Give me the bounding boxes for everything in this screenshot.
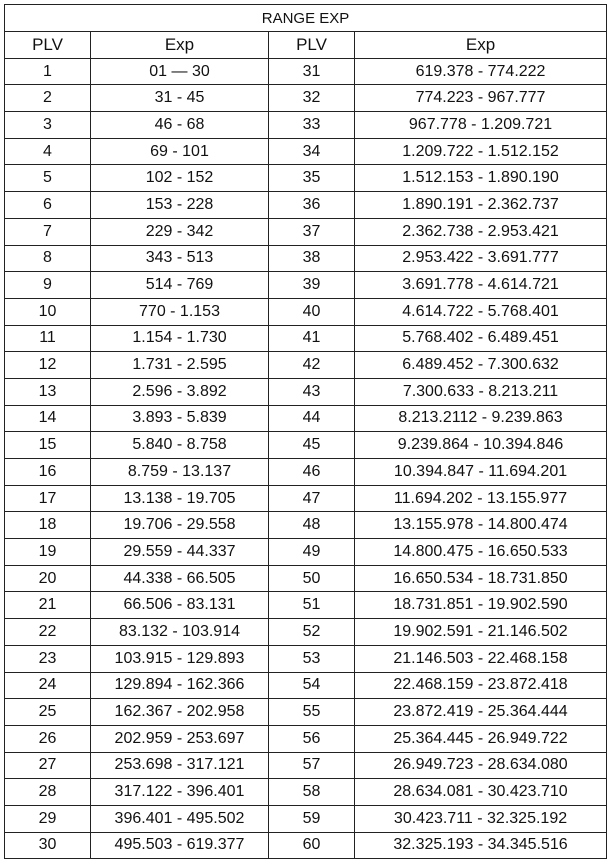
exp-left-cell: 229 - 342 (91, 218, 269, 245)
plv-right-cell: 43 (269, 378, 355, 405)
exp-right-cell: 10.394.847 - 11.694.201 (355, 459, 607, 486)
plv-left-cell: 23 (5, 645, 91, 672)
table-row (5, 565, 607, 592)
plv-right-cell: 48 (269, 512, 355, 539)
exp-right-cell: 8.213.2112 - 9.239.863 (355, 405, 607, 432)
plv-left-cell: 27 (5, 752, 91, 779)
plv-left-cell: 12 (5, 352, 91, 379)
table-row (5, 485, 607, 512)
plv-right-cell: 57 (269, 752, 355, 779)
plv-right-cell: 47 (269, 485, 355, 512)
header-plv-left: PLV (5, 32, 91, 59)
plv-left-cell: 19 (5, 539, 91, 566)
exp-right-cell: 2.362.738 - 2.953.421 (355, 218, 607, 245)
exp-left-cell: 317.122 - 396.401 (91, 779, 269, 806)
table-row (5, 645, 607, 672)
plv-right-cell: 32 (269, 85, 355, 112)
plv-right-cell: 53 (269, 645, 355, 672)
plv-left-cell: 3 (5, 112, 91, 139)
table-row (5, 58, 607, 85)
exp-right-cell: 5.768.402 - 6.489.451 (355, 325, 607, 352)
exp-left-cell: 69 - 101 (91, 138, 269, 165)
plv-left-cell: 2 (5, 85, 91, 112)
plv-right-cell: 54 (269, 672, 355, 699)
table-row (5, 192, 607, 219)
plv-left-cell: 16 (5, 459, 91, 486)
plv-right-cell: 36 (269, 192, 355, 219)
plv-right-cell: 40 (269, 298, 355, 325)
table-row (5, 725, 607, 752)
exp-left-cell: 129.894 - 162.366 (91, 672, 269, 699)
exp-left-cell: 8.759 - 13.137 (91, 459, 269, 486)
table-row (5, 138, 607, 165)
exp-left-cell: 13.138 - 19.705 (91, 485, 269, 512)
table-row (5, 459, 607, 486)
table-row (5, 619, 607, 646)
plv-left-cell: 25 (5, 699, 91, 726)
exp-right-cell: 1.512.153 - 1.890.190 (355, 165, 607, 192)
exp-left-cell: 29.559 - 44.337 (91, 539, 269, 566)
plv-left-cell: 9 (5, 272, 91, 299)
exp-left-cell: 495.503 - 619.377 (91, 832, 269, 859)
table-row (5, 592, 607, 619)
title-row (5, 5, 607, 32)
table-row (5, 832, 607, 859)
exp-right-cell: 1.209.722 - 1.512.152 (355, 138, 607, 165)
exp-left-cell: 66.506 - 83.131 (91, 592, 269, 619)
plv-left-cell: 17 (5, 485, 91, 512)
exp-right-cell: 25.364.445 - 26.949.722 (355, 725, 607, 752)
exp-right-cell: 1.890.191 - 2.362.737 (355, 192, 607, 219)
plv-right-cell: 52 (269, 619, 355, 646)
exp-right-cell: 4.614.722 - 5.768.401 (355, 298, 607, 325)
exp-right-cell: 3.691.778 - 4.614.721 (355, 272, 607, 299)
plv-left-cell: 11 (5, 325, 91, 352)
exp-left-cell: 46 - 68 (91, 112, 269, 139)
plv-left-cell: 28 (5, 779, 91, 806)
exp-left-cell: 770 - 1.153 (91, 298, 269, 325)
plv-left-cell: 6 (5, 192, 91, 219)
exp-left-cell: 153 - 228 (91, 192, 269, 219)
exp-left-cell: 31 - 45 (91, 85, 269, 112)
exp-right-cell: 16.650.534 - 18.731.850 (355, 565, 607, 592)
plv-right-cell: 39 (269, 272, 355, 299)
plv-right-cell: 33 (269, 112, 355, 139)
exp-left-cell: 343 - 513 (91, 245, 269, 272)
exp-left-cell: 5.840 - 8.758 (91, 432, 269, 459)
table-body (5, 58, 607, 859)
plv-right-cell: 46 (269, 459, 355, 486)
plv-left-cell: 1 (5, 58, 91, 85)
plv-right-cell: 45 (269, 432, 355, 459)
exp-right-cell: 13.155.978 - 14.800.474 (355, 512, 607, 539)
range-exp-table (4, 4, 607, 859)
header-plv-right: PLV (269, 32, 355, 59)
plv-left-cell: 7 (5, 218, 91, 245)
table-row (5, 245, 607, 272)
plv-right-cell: 60 (269, 832, 355, 859)
table-title: RANGE EXP (5, 5, 607, 32)
table-row (5, 432, 607, 459)
plv-right-cell: 59 (269, 805, 355, 832)
exp-left-cell: 202.959 - 253.697 (91, 725, 269, 752)
exp-left-cell: 1.154 - 1.730 (91, 325, 269, 352)
plv-left-cell: 15 (5, 432, 91, 459)
exp-right-cell: 30.423.711 - 32.325.192 (355, 805, 607, 832)
exp-right-cell: 2.953.422 - 3.691.777 (355, 245, 607, 272)
plv-left-cell: 8 (5, 245, 91, 272)
plv-left-cell: 29 (5, 805, 91, 832)
exp-right-cell: 19.902.591 - 21.146.502 (355, 619, 607, 646)
exp-right-cell: 11.694.202 - 13.155.977 (355, 485, 607, 512)
exp-left-cell: 1.731 - 2.595 (91, 352, 269, 379)
plv-left-cell: 14 (5, 405, 91, 432)
table-row (5, 165, 607, 192)
exp-right-cell: 26.949.723 - 28.634.080 (355, 752, 607, 779)
table-row (5, 779, 607, 806)
exp-right-cell: 32.325.193 - 34.345.516 (355, 832, 607, 859)
exp-right-cell: 23.872.419 - 25.364.444 (355, 699, 607, 726)
plv-right-cell: 51 (269, 592, 355, 619)
plv-right-cell: 50 (269, 565, 355, 592)
plv-right-cell: 34 (269, 138, 355, 165)
exp-right-cell: 774.223 - 967.777 (355, 85, 607, 112)
plv-left-cell: 13 (5, 378, 91, 405)
table-row (5, 699, 607, 726)
exp-left-cell: 396.401 - 495.502 (91, 805, 269, 832)
exp-left-cell: 102 - 152 (91, 165, 269, 192)
plv-left-cell: 10 (5, 298, 91, 325)
table-row (5, 805, 607, 832)
table-row (5, 298, 607, 325)
plv-left-cell: 30 (5, 832, 91, 859)
plv-right-cell: 41 (269, 325, 355, 352)
table-row (5, 85, 607, 112)
exp-left-cell: 103.915 - 129.893 (91, 645, 269, 672)
exp-right-cell: 18.731.851 - 19.902.590 (355, 592, 607, 619)
header-exp-left: Exp (91, 32, 269, 59)
exp-right-cell: 619.378 - 774.222 (355, 58, 607, 85)
plv-left-cell: 21 (5, 592, 91, 619)
table-row (5, 752, 607, 779)
table-row (5, 112, 607, 139)
plv-right-cell: 56 (269, 725, 355, 752)
plv-right-cell: 38 (269, 245, 355, 272)
plv-left-cell: 18 (5, 512, 91, 539)
table-row (5, 352, 607, 379)
plv-right-cell: 42 (269, 352, 355, 379)
exp-left-cell: 44.338 - 66.505 (91, 565, 269, 592)
table-row (5, 539, 607, 566)
exp-right-cell: 21.146.503 - 22.468.158 (355, 645, 607, 672)
header-exp-right: Exp (355, 32, 607, 59)
plv-right-cell: 35 (269, 165, 355, 192)
exp-left-cell: 514 - 769 (91, 272, 269, 299)
plv-right-cell: 55 (269, 699, 355, 726)
plv-left-cell: 24 (5, 672, 91, 699)
table-row (5, 218, 607, 245)
plv-left-cell: 26 (5, 725, 91, 752)
exp-left-cell: 162.367 - 202.958 (91, 699, 269, 726)
plv-right-cell: 58 (269, 779, 355, 806)
exp-right-cell: 28.634.081 - 30.423.710 (355, 779, 607, 806)
plv-left-cell: 4 (5, 138, 91, 165)
exp-left-cell: 253.698 - 317.121 (91, 752, 269, 779)
exp-right-cell: 14.800.475 - 16.650.533 (355, 539, 607, 566)
table-row (5, 672, 607, 699)
range-exp-sheet (4, 4, 606, 857)
plv-left-cell: 20 (5, 565, 91, 592)
exp-left-cell: 83.132 - 103.914 (91, 619, 269, 646)
table-row (5, 378, 607, 405)
table-row (5, 325, 607, 352)
exp-right-cell: 9.239.864 - 10.394.846 (355, 432, 607, 459)
exp-left-cell: 01 — 30 (91, 58, 269, 85)
plv-left-cell: 5 (5, 165, 91, 192)
plv-left-cell: 22 (5, 619, 91, 646)
exp-left-cell: 3.893 - 5.839 (91, 405, 269, 432)
exp-left-cell: 2.596 - 3.892 (91, 378, 269, 405)
exp-right-cell: 7.300.633 - 8.213.211 (355, 378, 607, 405)
plv-right-cell: 44 (269, 405, 355, 432)
plv-right-cell: 49 (269, 539, 355, 566)
exp-right-cell: 967.778 - 1.209.721 (355, 112, 607, 139)
header-row (5, 32, 607, 59)
plv-right-cell: 37 (269, 218, 355, 245)
table-row (5, 405, 607, 432)
table-row (5, 272, 607, 299)
exp-right-cell: 22.468.159 - 23.872.418 (355, 672, 607, 699)
exp-left-cell: 19.706 - 29.558 (91, 512, 269, 539)
exp-right-cell: 6.489.452 - 7.300.632 (355, 352, 607, 379)
table-row (5, 512, 607, 539)
plv-right-cell: 31 (269, 58, 355, 85)
